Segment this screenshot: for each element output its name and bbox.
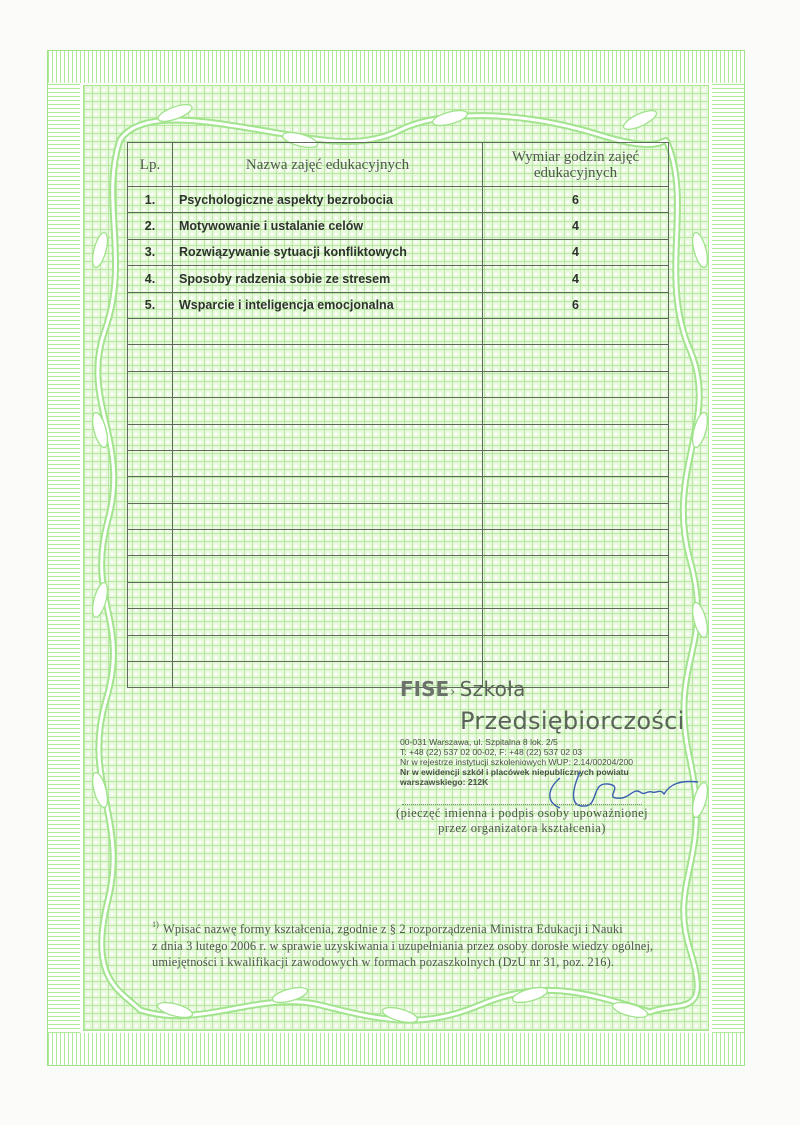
header-hours-line2: edukacyjnych [533, 164, 618, 181]
empty-cell [483, 635, 669, 661]
empty-table-row [128, 582, 669, 608]
row-number: 4. [128, 266, 173, 292]
footnote-line1 [152, 918, 662, 938]
empty-cell [173, 398, 483, 424]
empty-cell [173, 556, 483, 582]
empty-cell [173, 635, 483, 661]
course-hours: 6 [483, 187, 669, 213]
footnote-line2: z dnia 3 lutego 2006 r. w sprawie uzyskiwania i uzupełniania przez osoby dorosłe wiedzy ogólnej, [152, 938, 654, 953]
course-name: Psychologiczne aspekty bezrobocia [173, 187, 483, 213]
empty-cell [173, 450, 483, 476]
course-name: Motywowanie i ustalanie celów [173, 213, 483, 239]
empty-table-row [128, 609, 669, 635]
empty-cell [128, 556, 173, 582]
course-hours: 6 [483, 292, 669, 318]
empty-cell [483, 450, 669, 476]
empty-cell [173, 371, 483, 397]
empty-table-row [128, 530, 669, 556]
empty-cell [483, 503, 669, 529]
course-name: Rozwiązywanie sytuacji konfliktowych [173, 239, 483, 265]
empty-cell [483, 582, 669, 608]
empty-table-row [128, 424, 669, 450]
table-body [128, 187, 669, 688]
empty-table-row [128, 503, 669, 529]
empty-table-row [128, 318, 669, 344]
empty-cell [173, 477, 483, 503]
row-number: 1. [128, 187, 173, 213]
stamp-records-line2: warszawskiego: 212K [400, 777, 489, 787]
footnote-marker: 1) [152, 920, 159, 929]
empty-cell [483, 477, 669, 503]
empty-cell [173, 609, 483, 635]
course-hours: 4 [483, 213, 669, 239]
table-header-row [128, 143, 669, 187]
courses-table [127, 142, 669, 688]
table-row [128, 292, 669, 318]
empty-cell [128, 424, 173, 450]
empty-table-row [128, 556, 669, 582]
table-row [128, 187, 669, 213]
table-row [128, 213, 669, 239]
stamp-records-line1: Nr w ewidencji szkół i placówek niepublicznych powiatu [400, 767, 629, 777]
stamp-phone: T: +48 (22) 537 02 00-02, F: +48 (22) 537 02 03 [400, 747, 583, 757]
stamp-logo-brand: FISE [400, 677, 450, 701]
empty-cell [173, 582, 483, 608]
table-row [128, 239, 669, 265]
course-hours: 4 [483, 239, 669, 265]
row-number: 2. [128, 213, 173, 239]
empty-cell [128, 371, 173, 397]
empty-table-row [128, 398, 669, 424]
signature-caption-line1: (pieczęć imienna i podpis osoby upoważnionej [396, 806, 648, 820]
header-name: Nazwa zajęć edukacyjnych [173, 143, 483, 187]
empty-table-row [128, 477, 669, 503]
empty-table-row [128, 635, 669, 661]
empty-cell [128, 450, 173, 476]
empty-cell [128, 318, 173, 344]
signature-line [402, 804, 642, 805]
stamp-logo-word: Szkoła [459, 677, 526, 701]
logo-arrow-icon: › [450, 685, 456, 700]
empty-cell [483, 398, 669, 424]
empty-cell [483, 318, 669, 344]
header-hours-line1: Wymiar godzin zajęć [511, 148, 640, 165]
empty-table-row [128, 450, 669, 476]
empty-cell [128, 345, 173, 371]
stamp-address: 00-031 Warszawa, ul. Szpitalna 8 lok. 2/5 [400, 737, 558, 747]
empty-cell [128, 477, 173, 503]
empty-cell [483, 424, 669, 450]
footnote-line1-text: Wpisać nazwę formy kształcenia, zgodnie z § 2 rozporządzenia Ministra Edukacji i Nauki [162, 922, 623, 937]
empty-cell [483, 530, 669, 556]
header-hours [483, 143, 669, 187]
table-row [128, 266, 669, 292]
header-lp: Lp. [128, 143, 173, 187]
empty-cell [128, 530, 173, 556]
signature-caption-line2: przez organizatora kształcenia) [438, 821, 606, 835]
empty-cell [173, 503, 483, 529]
empty-cell [483, 345, 669, 371]
footnote [152, 918, 662, 971]
empty-cell [483, 371, 669, 397]
empty-cell [173, 530, 483, 556]
empty-cell [128, 609, 173, 635]
row-number: 5. [128, 292, 173, 318]
empty-table-row [128, 345, 669, 371]
course-name: Wsparcie i inteligencja emocjonalna [173, 292, 483, 318]
empty-cell [128, 503, 173, 529]
empty-cell [128, 398, 173, 424]
empty-table-row [128, 371, 669, 397]
course-name: Sposoby radzenia sobie ze stresem [173, 266, 483, 292]
empty-table-row [128, 662, 669, 688]
footnote-line3: umiejętności i kwalifikacji zawodowych w formach pozaszkolnych (DzU nr 31, poz. 216). [152, 955, 615, 970]
empty-cell [173, 424, 483, 450]
signature-caption [392, 806, 652, 836]
empty-cell [128, 582, 173, 608]
stamp-logo-line1 [400, 677, 526, 701]
stamp-logo-line2: Przedsiębiorczości [460, 707, 685, 735]
empty-cell [483, 609, 669, 635]
empty-cell [173, 345, 483, 371]
empty-cell [483, 556, 669, 582]
empty-cell [128, 635, 173, 661]
empty-cell [173, 318, 483, 344]
row-number: 3. [128, 239, 173, 265]
empty-cell [128, 662, 173, 688]
stamp-registry: Nr w rejestrze instytucji szkoleniowych WUP: 2.14/00204/200 [400, 757, 634, 767]
course-hours: 4 [483, 266, 669, 292]
